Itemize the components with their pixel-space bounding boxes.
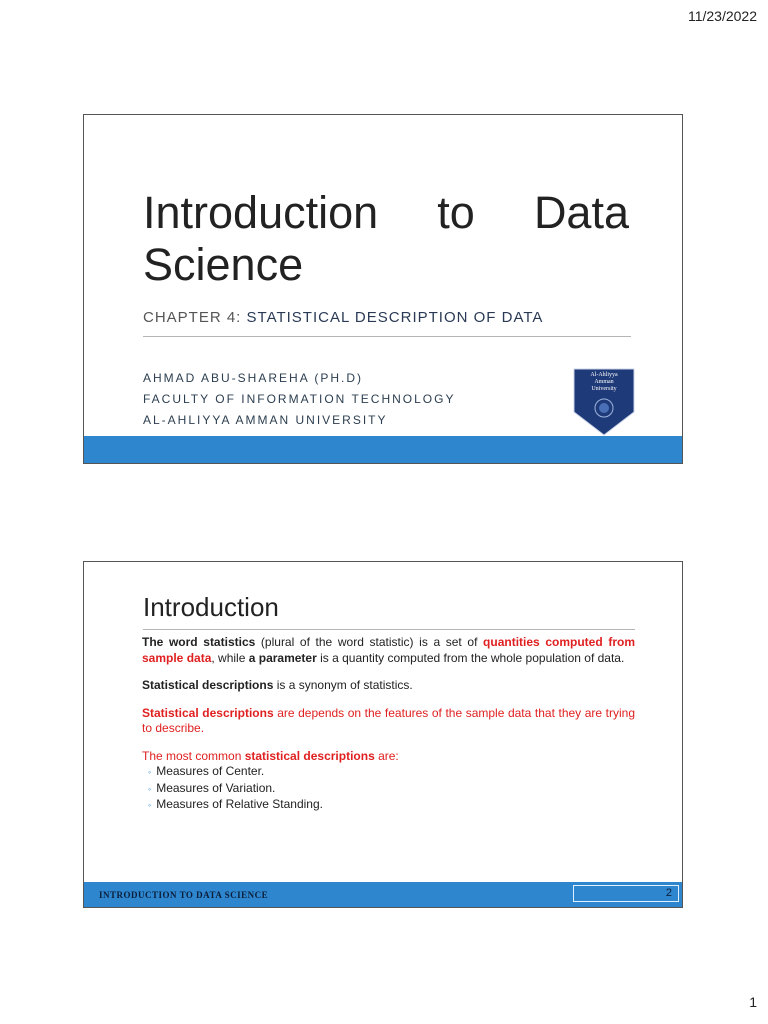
page-number: 1 bbox=[749, 994, 757, 1010]
logo-text bbox=[573, 372, 635, 393]
author-university: AL-AHLIYYA AMMAN UNIVERSITY bbox=[143, 413, 388, 427]
list-item bbox=[148, 797, 635, 814]
list-item-text: Measures of Relative Standing. bbox=[156, 797, 323, 811]
text: , while bbox=[211, 650, 249, 665]
footer-bar bbox=[84, 882, 682, 907]
title-line-2: Science bbox=[143, 239, 304, 290]
slide-number-box bbox=[573, 885, 679, 902]
highlight-term: quantities computed from sample data bbox=[142, 635, 635, 665]
title-word: Data bbox=[533, 187, 629, 238]
title-word: Introduction bbox=[143, 187, 379, 238]
text: The most common bbox=[142, 748, 245, 763]
chapter-name: STATISTICAL DESCRIPTION OF DATA bbox=[246, 309, 544, 326]
author-faculty: FACULTY OF INFORMATION TECHNOLOGY bbox=[143, 392, 456, 406]
accent-bar bbox=[84, 436, 682, 463]
text: are depends on the features of the sample data that they are trying to describe. bbox=[142, 705, 636, 735]
bold-term: a parameter bbox=[248, 650, 317, 665]
title-slide bbox=[83, 114, 683, 464]
paragraph bbox=[142, 678, 635, 694]
university-logo bbox=[573, 368, 635, 436]
paragraph bbox=[142, 635, 635, 666]
slide-body bbox=[142, 635, 635, 814]
list-item-text: Measures of Variation. bbox=[156, 780, 276, 795]
slide-number: 2 bbox=[665, 887, 672, 899]
divider bbox=[143, 336, 631, 337]
text: are: bbox=[374, 748, 399, 763]
text: is a synonym of statistics. bbox=[273, 678, 413, 692]
bullet-icon: ◦ bbox=[148, 800, 152, 810]
title-word: to bbox=[437, 187, 475, 238]
bullet-icon: ◦ bbox=[148, 767, 152, 777]
chapter-subtitle bbox=[143, 309, 543, 326]
logo-line: University bbox=[591, 386, 617, 392]
divider bbox=[143, 629, 635, 630]
bold-term: The word statistics bbox=[142, 635, 256, 649]
content-slide bbox=[83, 561, 683, 908]
highlight-term: statistical descriptions bbox=[244, 748, 375, 763]
bullet-icon: ◦ bbox=[148, 783, 152, 794]
paragraph bbox=[142, 749, 635, 765]
bullet-list bbox=[142, 764, 635, 814]
author-name: AHMAD ABU-SHAREHA (PH.D) bbox=[143, 371, 364, 385]
text: is a quantity computed from the whole population of data. bbox=[316, 650, 625, 665]
highlight-term: Statistical descriptions bbox=[142, 705, 274, 720]
text: (plural of the word statistic) is a set of bbox=[255, 635, 484, 649]
slide-title bbox=[143, 187, 629, 291]
list-item bbox=[148, 781, 635, 798]
author-block bbox=[143, 368, 455, 431]
page-date: 11/23/2022 bbox=[687, 8, 757, 24]
list-item bbox=[148, 764, 635, 781]
paragraph bbox=[142, 706, 635, 737]
slide-title: Introduction bbox=[143, 592, 279, 622]
logo-line: Amman bbox=[594, 379, 614, 385]
list-item-text: Measures of Center. bbox=[156, 764, 265, 778]
logo-line: Al-Ahliyya bbox=[590, 372, 618, 378]
chapter-label: CHAPTER 4: bbox=[143, 309, 247, 326]
footer-text: INTRODUCTION TO DATA SCIENCE bbox=[99, 890, 269, 900]
bold-term: Statistical descriptions bbox=[142, 678, 274, 692]
